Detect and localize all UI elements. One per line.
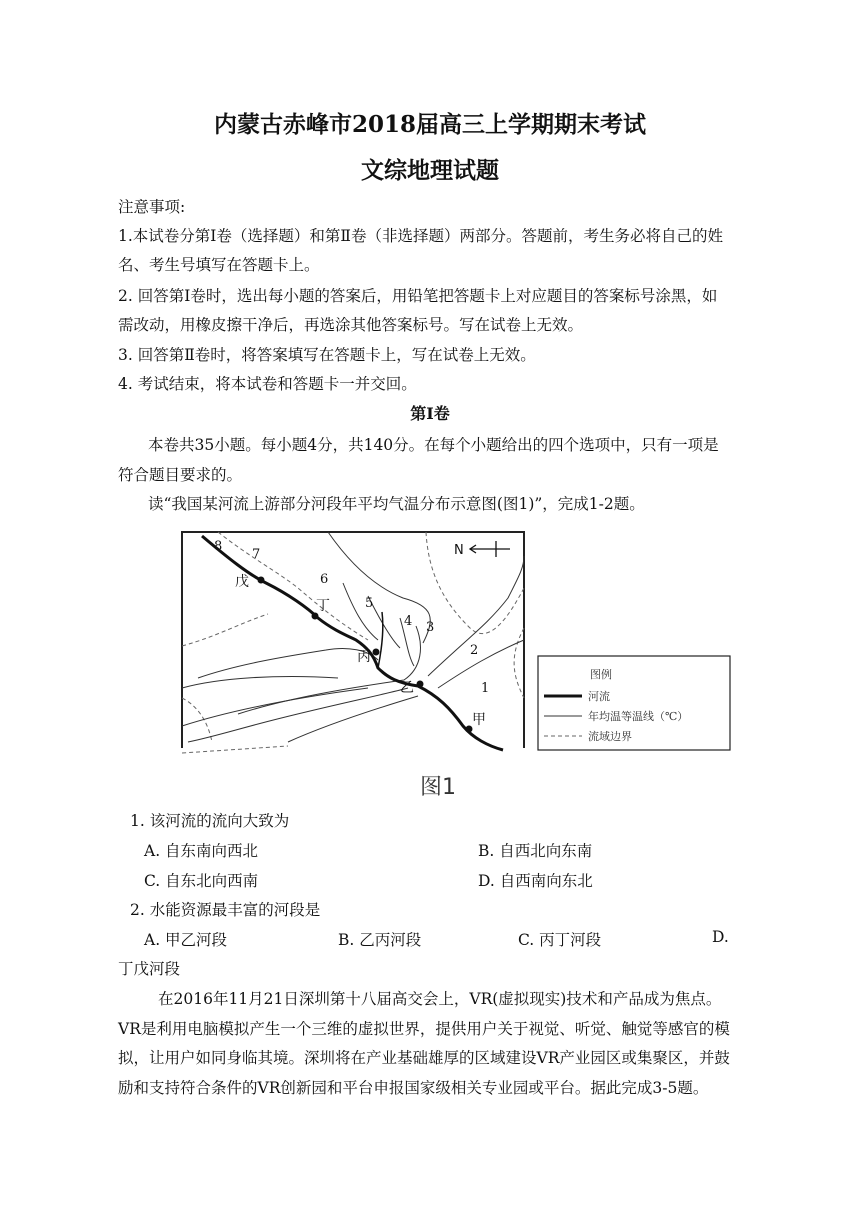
notice-heading: 注意事项: (118, 198, 186, 216)
passage-line-3: 拟，让用户如同身临其境。深圳将在产业基础雄厚的区域建设VR产业园区或集聚区，并鼓 (118, 1049, 730, 1067)
point-yi-dot (417, 681, 424, 688)
notice-item-1-line-2: 名、考生号填写在答题卡上。 (118, 256, 320, 274)
page-title: 内蒙古赤峰市2018届高三上学期期末考试 (213, 111, 646, 138)
question-2-option-c: C. 丙丁河段 (518, 931, 602, 949)
isotherm-map-figure (178, 528, 733, 803)
legend-boundary-label: 流域边界 (588, 730, 632, 743)
isotherm-label-1: 1 (481, 681, 490, 696)
section-intro-line-2: 符合题目要求的。 (118, 466, 243, 484)
question-2-option-b: B. 乙丙河段 (338, 931, 422, 949)
north-arrow-icon (470, 541, 510, 557)
notice-item-1-line-1: 1.本试卷分第Ⅰ卷（选择题）和第Ⅱ卷（非选择题）两部分。答题前，考生务必将自己的姓 (118, 227, 723, 245)
question-1-option-b: B. 自西北向东南 (478, 842, 593, 860)
point-bing-dot (373, 649, 380, 656)
isotherm-label-8: 8 (214, 539, 223, 554)
page-subtitle: 文综地理试题 (361, 157, 499, 184)
question-1-stem: 1. 该河流的流向大致为 (130, 812, 290, 830)
notice-item-3: 3. 回答第Ⅱ卷时，将答案填写在答题卡上，写在试卷上无效。 (118, 346, 536, 364)
legend (538, 656, 730, 750)
isotherm-label-2: 2 (470, 643, 479, 658)
question-2-stem: 2. 水能资源最丰富的河段是 (130, 901, 321, 919)
isotherm-label-6: 6 (320, 572, 329, 587)
notice-item-2-line-1: 2. 回答第Ⅰ卷时，选出每小题的答案后，用铅笔把答题卡上对应题目的答案标号涂黑，如 (118, 287, 718, 305)
reading-instruction: 读“我国某河流上游部分河段年平均气温分布示意图(图1)”，完成1-2题。 (148, 495, 645, 513)
passage-line-4: 励和支持符合条件的VR创新园和平台申报国家级相关专业园或平台。据此完成3-5题。 (118, 1079, 709, 1097)
point-bing-label: 丙 (357, 649, 371, 665)
question-1-option-a: A. 自东南向西北 (144, 842, 259, 860)
question-2-option-a: A. 甲乙河段 (144, 931, 228, 949)
figure-caption: 图1 (420, 775, 456, 800)
isotherm-label-3: 3 (426, 620, 435, 635)
legend-title: 图例 (590, 668, 612, 681)
isotherm-label-5: 5 (365, 596, 374, 611)
point-wu-label: 戊 (235, 574, 249, 590)
question-2-option-d-text: 丁戊河段 (118, 960, 181, 978)
question-2-option-d-prefix: D. (712, 928, 729, 946)
question-1-option-d: D. 自西南向东北 (478, 872, 593, 890)
isotherm-label-7: 7 (252, 547, 261, 562)
point-ding-label: 丁 (316, 598, 330, 614)
passage-line-1: 在2016年11月21日深圳第十八届高交会上，VR(虚拟现实)技术和产品成为焦点。 (158, 990, 722, 1008)
isotherm-label-4: 4 (404, 614, 413, 629)
point-jia-label: 甲 (472, 712, 486, 728)
point-wu-dot (258, 577, 265, 584)
section-intro-line-1: 本卷共35小题。每小题4分，共140分。在每个小题给出的四个选项中，只有一项是 (148, 436, 719, 454)
river-line (202, 536, 503, 750)
section-title: 第Ⅰ卷 (410, 404, 450, 423)
legend-river-label: 河流 (588, 690, 610, 703)
passage-line-2: VR是利用电脑模拟产生一个三维的虚拟世界，提供用户关于视觉、听觉、触觉等感官的模 (118, 1020, 730, 1038)
point-yi-label: 乙 (400, 680, 414, 696)
question-1-option-c: C. 自东北向西南 (144, 872, 259, 890)
north-label: N (454, 543, 464, 558)
notice-item-4: 4. 考试结束，将本试卷和答题卡一并交回。 (118, 375, 417, 393)
notice-item-2-line-2: 需改动，用橡皮擦干净后，再选涂其他答案标号。写在试卷上无效。 (118, 316, 584, 334)
legend-isotherm-label: 年均温等温线（℃） (588, 710, 689, 723)
